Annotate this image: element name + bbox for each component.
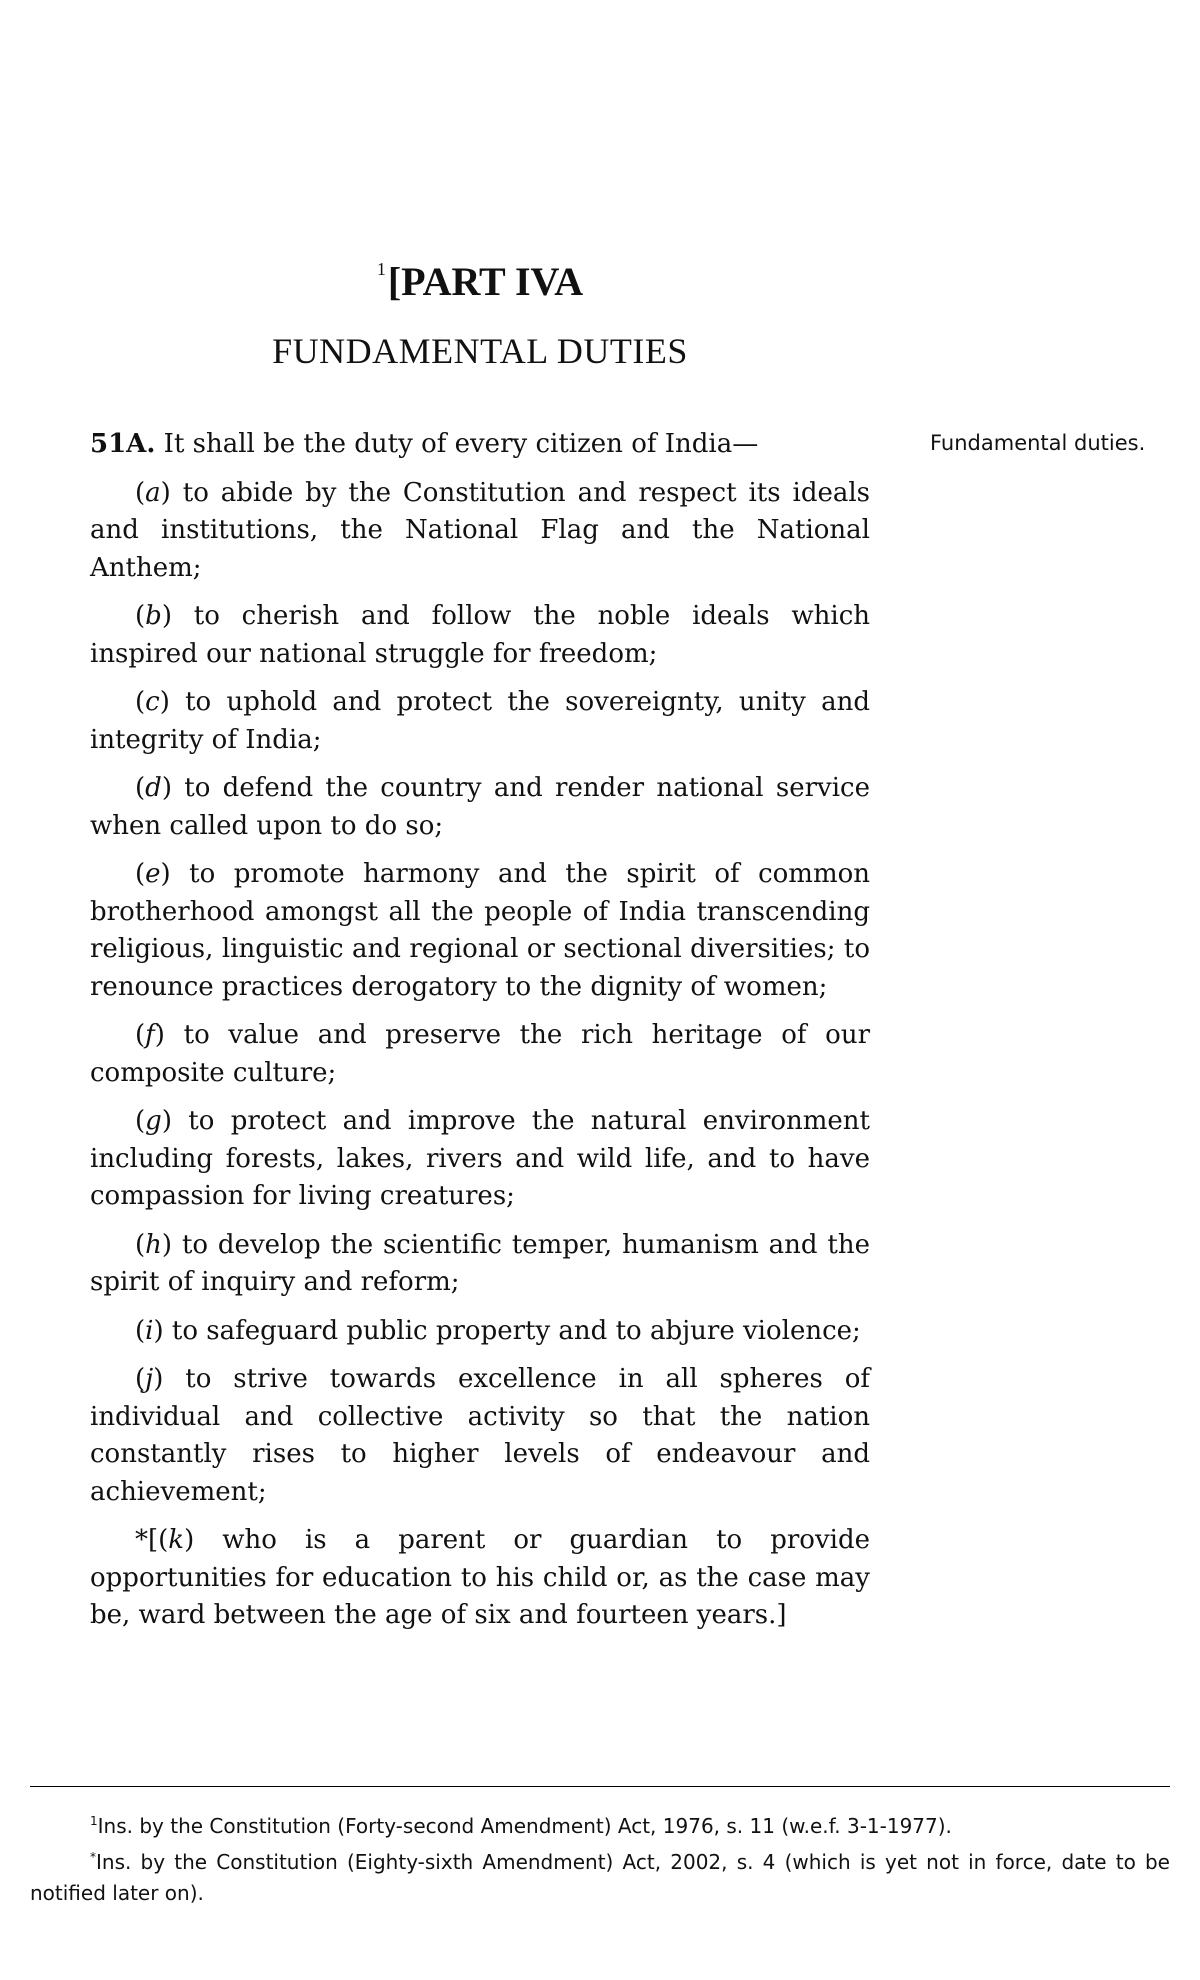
clause-b	[90, 598, 870, 673]
footnote-marker: 1	[376, 259, 386, 279]
clause-f	[90, 1017, 870, 1092]
clause-text: to protect and improve the natural environment including forests, lakes, rivers and wild life, and to have compassion for living creatures;	[90, 1106, 871, 1211]
footnote	[30, 1842, 1170, 1909]
clause-text: to value and preserve the rich heritage of our composite culture;	[90, 1020, 870, 1088]
clause-paren: )	[160, 477, 171, 508]
clause-paren: )	[159, 687, 170, 717]
clause-paren: )	[161, 1106, 172, 1136]
clause-letter: d	[145, 773, 162, 803]
clause-letter: k	[168, 1525, 185, 1555]
article-intro-text: It shall be the duty of every citizen of India—	[163, 429, 759, 459]
clause-letter: e	[145, 859, 161, 889]
clause-g	[90, 1103, 870, 1216]
clause-paren: (	[135, 601, 146, 631]
footnotes	[30, 1806, 1170, 1909]
clause-letter: a	[145, 477, 161, 508]
footnote-marker: *	[90, 1850, 96, 1864]
article-body	[90, 426, 870, 1646]
clause-text: to strive towards excellence in all spheres of individual and collective activity so that the nation constantly rises to higher levels of endeavour and achievement;	[90, 1364, 871, 1507]
part-heading	[90, 258, 870, 305]
clause-letter: c	[145, 687, 160, 717]
clause-paren: (	[135, 687, 146, 717]
clause-k	[90, 1522, 870, 1635]
clause-a	[90, 475, 870, 588]
clause-paren: )	[153, 1315, 164, 1346]
part-label: [PART IVA	[387, 259, 584, 304]
clause-letter: i	[145, 1315, 154, 1346]
clause-list	[90, 475, 870, 1635]
clause-paren: (	[135, 1364, 146, 1394]
clause-text: to uphold and protect the sovereignty, unity and integrity of India;	[90, 687, 870, 755]
clause-paren: (	[135, 1229, 146, 1260]
clause-prefix: *[(	[135, 1525, 169, 1555]
clause-paren: (	[135, 1106, 146, 1136]
clause-paren: )	[161, 773, 172, 803]
clause-paren: (	[135, 859, 146, 889]
clause-paren: (	[135, 1020, 146, 1050]
clause-letter: h	[145, 1229, 162, 1260]
clause-paren: (	[135, 1315, 146, 1346]
clause-paren: )	[161, 601, 172, 631]
clause-text: who is a parent or guardian to provide opportunities for education to his child or, as the case may be, ward between the age of six and fourteen years.]	[90, 1525, 870, 1630]
footnote-text: Ins. by the Constitution (Eighty-sixth Amendment) Act, 2002, s. 4 (which is yet not in force, date to be notified later on).	[30, 1850, 1170, 1905]
clause-letter: b	[145, 601, 162, 631]
clause-text: to promote harmony and the spirit of common brotherhood amongst all the people of India transcending religious, linguistic and regional or sectional diversities; to renounce practices derogatory to the dignity of women;	[90, 859, 870, 1002]
clause-j	[90, 1361, 870, 1511]
footnote	[30, 1806, 1170, 1842]
footnote-text: Ins. by the Constitution (Forty-second Amendment) Act, 1976, s. 11 (w.e.f. 3-1-1977).	[97, 1814, 952, 1838]
clause-i	[90, 1313, 870, 1351]
clause-text: to cherish and follow the noble ideals which inspired our national struggle for freedom;	[90, 601, 870, 669]
page-title: FUNDAMENTAL DUTIES	[272, 331, 688, 371]
clause-text: to abide by the Constitution and respect its ideals and institutions, the National Flag and the National Anthem;	[90, 477, 871, 583]
clause-paren: (	[135, 773, 146, 803]
clause-paren: )	[161, 1229, 173, 1260]
clause-paren: )	[184, 1525, 195, 1555]
footnote-marker: 1	[90, 1814, 98, 1828]
clause-paren: )	[154, 1020, 165, 1050]
clause-d	[90, 770, 870, 845]
clause-letter: g	[145, 1106, 162, 1136]
article-intro	[90, 426, 870, 464]
clause-text: to safeguard public property and to abjure violence;	[171, 1315, 861, 1346]
margin-note: Fundamental duties.	[930, 431, 1146, 455]
clause-e	[90, 856, 870, 1006]
clause-letter: f	[145, 1020, 155, 1050]
clause-text: to develop the scientific temper, humanism and the spirit of inquiry and reform;	[90, 1229, 870, 1297]
clause-paren: )	[153, 1364, 164, 1394]
footnote-rule	[30, 1786, 1170, 1787]
clause-paren: (	[135, 477, 146, 508]
clause-text: to defend the country and render national service when called upon to do so;	[90, 773, 871, 841]
clause-paren: )	[160, 859, 171, 889]
clause-letter: j	[145, 1364, 154, 1394]
article-number: 51A.	[90, 429, 156, 459]
clause-h	[90, 1227, 870, 1302]
clause-c	[90, 684, 870, 759]
